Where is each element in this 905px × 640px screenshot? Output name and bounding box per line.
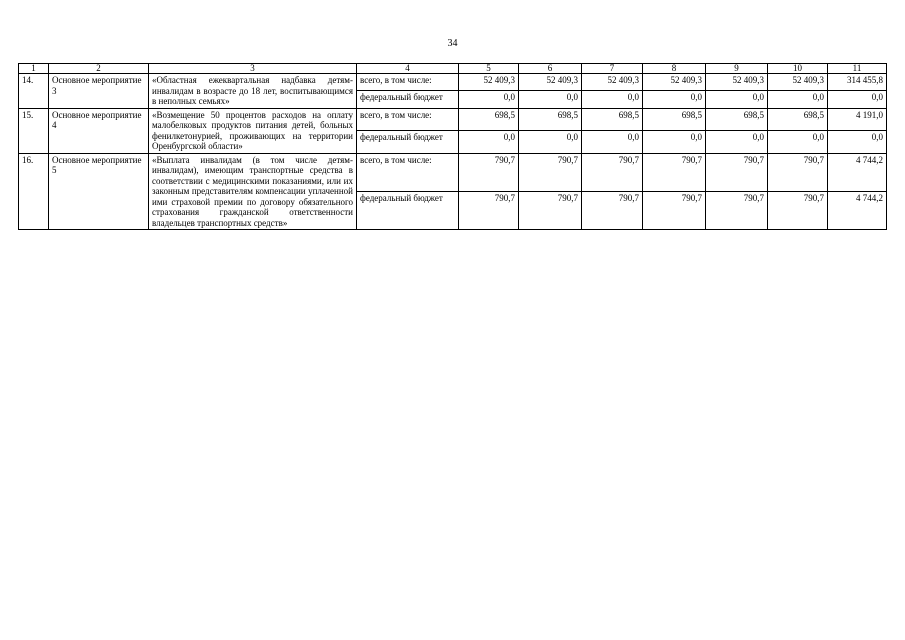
- total-value: 698,5: [582, 108, 643, 131]
- total-value: 790,7: [706, 153, 768, 191]
- header-cell: 9: [706, 64, 768, 74]
- table-row: [19, 108, 887, 131]
- measure-description: «Областная ежеквартальная надбавка детям-инвалидам в возрасте до 18 лет, воспитывающимся в неполных семьях»: [149, 74, 357, 109]
- total-value: 698,5: [459, 108, 519, 131]
- federal-budget-value: 4 744,2: [828, 191, 887, 229]
- total-value: 52 409,3: [459, 74, 519, 91]
- measure-name: Основное мероприятие 5: [49, 153, 149, 230]
- federal-budget-value: 0,0: [643, 131, 706, 154]
- total-value: 52 409,3: [643, 74, 706, 91]
- total-value: 52 409,3: [706, 74, 768, 91]
- total-label: всего, в том числе:: [357, 108, 459, 131]
- total-value: 52 409,3: [519, 74, 582, 91]
- header-cell: 3: [149, 64, 357, 74]
- total-value: 698,5: [706, 108, 768, 131]
- federal-budget-value: 790,7: [768, 191, 828, 229]
- measure-name: Основное мероприятие 4: [49, 108, 149, 153]
- total-label: всего, в том числе:: [357, 74, 459, 91]
- federal-budget-label: федеральный бюджет: [357, 131, 459, 154]
- federal-budget-value: 790,7: [706, 191, 768, 229]
- federal-budget-value: 0,0: [582, 91, 643, 108]
- measure-description: «Возмещение 50 процентов расходов на оплату малобелковых продуктов питания детей, больных фенилкетонурией, проживающих на территории Оренбургской области»: [149, 108, 357, 153]
- federal-budget-value: 790,7: [519, 191, 582, 229]
- header-cell: 10: [768, 64, 828, 74]
- total-label: всего, в том числе:: [357, 153, 459, 191]
- federal-budget-value: 0,0: [768, 91, 828, 108]
- total-value: 790,7: [768, 153, 828, 191]
- header-cell: 7: [582, 64, 643, 74]
- total-value: 790,7: [519, 153, 582, 191]
- federal-budget-value: 0,0: [519, 91, 582, 108]
- header-cell: 5: [459, 64, 519, 74]
- header-row: [19, 64, 887, 74]
- total-value: 698,5: [768, 108, 828, 131]
- header-cell: 4: [357, 64, 459, 74]
- total-value: 314 455,8: [828, 74, 887, 91]
- federal-budget-value: 0,0: [582, 131, 643, 154]
- federal-budget-value: 0,0: [519, 131, 582, 154]
- federal-budget-value: 790,7: [643, 191, 706, 229]
- page-number: 34: [447, 38, 458, 49]
- total-value: 52 409,3: [582, 74, 643, 91]
- total-value: 52 409,3: [768, 74, 828, 91]
- table-row: [19, 74, 887, 91]
- table-row: [19, 153, 887, 191]
- header-cell: 8: [643, 64, 706, 74]
- total-value: 790,7: [643, 153, 706, 191]
- total-value: 698,5: [519, 108, 582, 131]
- row-number: 14.: [19, 74, 49, 109]
- header-cell: 11: [828, 64, 887, 74]
- federal-budget-value: 0,0: [459, 131, 519, 154]
- row-number: 16.: [19, 153, 49, 230]
- federal-budget-value: 0,0: [706, 131, 768, 154]
- federal-budget-value: 790,7: [459, 191, 519, 229]
- header-cell: 6: [519, 64, 582, 74]
- federal-budget-value: 0,0: [768, 131, 828, 154]
- budget-table: [18, 63, 887, 230]
- federal-budget-label: федеральный бюджет: [357, 191, 459, 229]
- federal-budget-value: 0,0: [706, 91, 768, 108]
- total-value: 698,5: [643, 108, 706, 131]
- federal-budget-value: 0,0: [459, 91, 519, 108]
- federal-budget-label: федеральный бюджет: [357, 91, 459, 108]
- total-value: 4 191,0: [828, 108, 887, 131]
- total-value: 790,7: [582, 153, 643, 191]
- federal-budget-value: 0,0: [643, 91, 706, 108]
- measure-name: Основное мероприятие 3: [49, 74, 149, 109]
- header-cell: 1: [19, 64, 49, 74]
- measure-description: «Выплата инвалидам (в том числе детям-инвалидам), имеющим транспортные средства в соответствии с медицинскими показаниями, или их законным представителям компенсации уплаченной ими страховой премии по договору обязательного страхования гражданской ответственности владельцев транспортных средств»: [149, 153, 357, 230]
- row-number: 15.: [19, 108, 49, 153]
- federal-budget-value: 790,7: [582, 191, 643, 229]
- header-cell: 2: [49, 64, 149, 74]
- total-value: 4 744,2: [828, 153, 887, 191]
- federal-budget-value: 0,0: [828, 91, 887, 108]
- federal-budget-value: 0,0: [828, 131, 887, 154]
- total-value: 790,7: [459, 153, 519, 191]
